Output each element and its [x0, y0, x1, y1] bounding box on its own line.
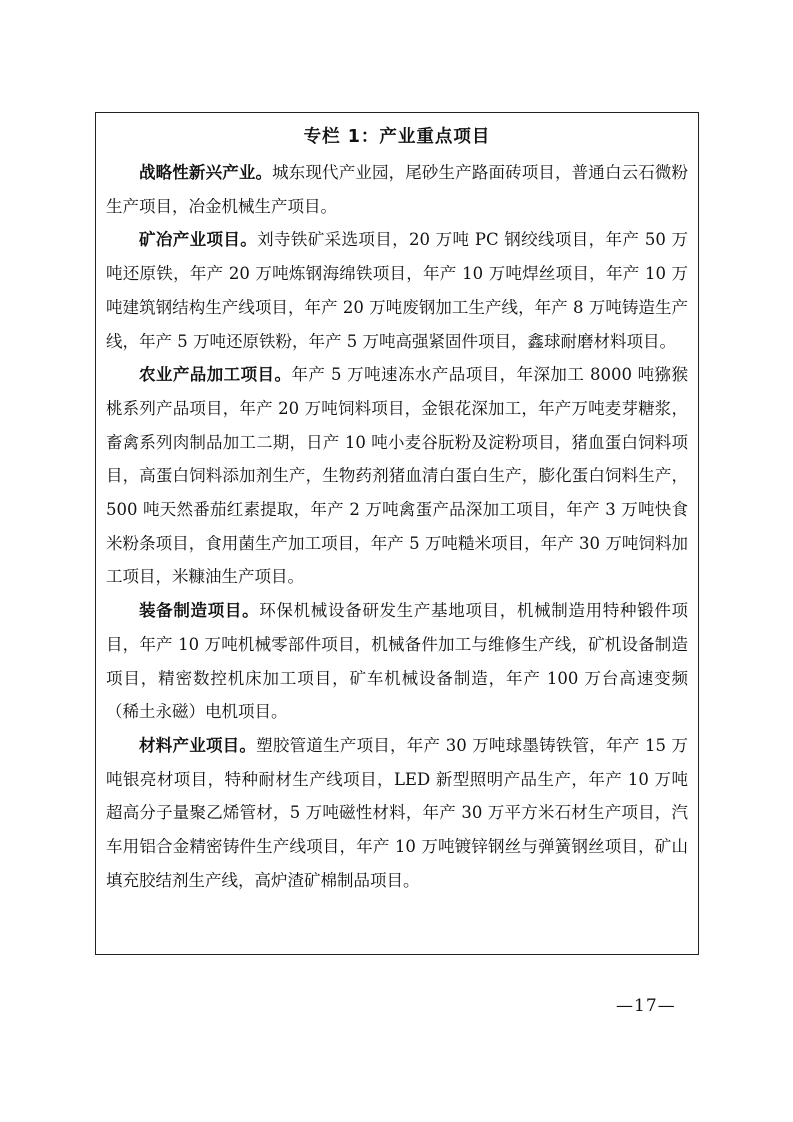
paragraph-lead: 装备制造项目。	[139, 601, 260, 621]
paragraph-text: 塑胶管道生产项目，年产 30 万吨球墨铸铁管，年产 15 万吨银亮材项目，特种耐材生产线项目，LED 新型照明产品生产，年产 10 万吨超高分子量聚乙烯管材，5 万吨磁性材料，年产 30 万平方米石材生产项目，汽车用铝合金精密铸件生产线项目，年产 10 万吨镀锌钢丝与弹簧钢丝项目，矿山填充胶结剂生产线，高炉渣矿棉制品项目。	[106, 735, 688, 890]
box-title: 专栏 1：产业重点项目	[303, 127, 491, 147]
paragraph-materials-industry	[106, 729, 688, 898]
paragraph-equipment-manufacturing	[106, 594, 688, 729]
paragraph-agricultural-processing	[106, 358, 688, 594]
project-table-box	[95, 112, 699, 955]
paragraph-strategic-industry	[106, 156, 688, 223]
paragraph-text: 年产 5 万吨速冻水产品项目，年深加工 8000 吨猕猴桃系列产品项目，年产 20 万吨饲料项目，金银花深加工，年产万吨麦芽糖浆，畜禽系列肉制品加工二期，日产 10 吨小麦谷朊粉及淀粉项目，猪血蛋白饲料项目，高蛋白饲料添加剂生产，生物药剂猪血清白蛋白生产，膨化蛋白饲料生产，500 吨天然番茄红素提取，年产 2 万吨禽蛋产品深加工项目，年产 3 万吨快食米粉条项目，食用菌生产加工项目，年产 5 万吨糙米项目，年产 30 万吨饲料加工项目，米糠油生产项目。	[106, 365, 689, 587]
paragraph-text: 城东现代产业园，尾砂生产路面砖项目，普通白云石微粉生产项目，冶金机械生产项目。	[106, 163, 688, 216]
paragraph-lead: 农业产品加工项目。	[139, 365, 292, 385]
paragraph-text: 环保机械设备研发生产基地项目，机械制造用特种锻件项目，年产 10 万吨机械零部件项目，机械备件加工与维修生产线，矿机设备制造项目，精密数控机床加工项目，矿车机械设备制造，年产 100 万台高速变频（稀土永磁）电机项目。	[106, 601, 689, 722]
paragraph-mining-metallurgy	[106, 223, 688, 358]
page-number: —17—	[616, 996, 676, 1016]
paragraph-lead: 材料产业项目。	[139, 735, 257, 755]
paragraph-text: 刘寺铁矿采选项目，20 万吨 PC 钢绞线项目，年产 50 万吨还原铁，年产 20 万吨炼钢海绵铁项目，年产 10 万吨焊丝项目，年产 10 万吨建筑钢结构生产线项目，年产 20 万吨废钢加工生产线，年产 8 万吨铸造生产线，年产 5 万吨还原铁粉，年产 5 万吨高强紧固件项目，鑫球耐磨材料项目。	[106, 230, 688, 351]
paragraph-lead: 矿冶产业项目。	[139, 230, 258, 250]
paragraph-lead: 战略性新兴产业。	[139, 163, 273, 182]
